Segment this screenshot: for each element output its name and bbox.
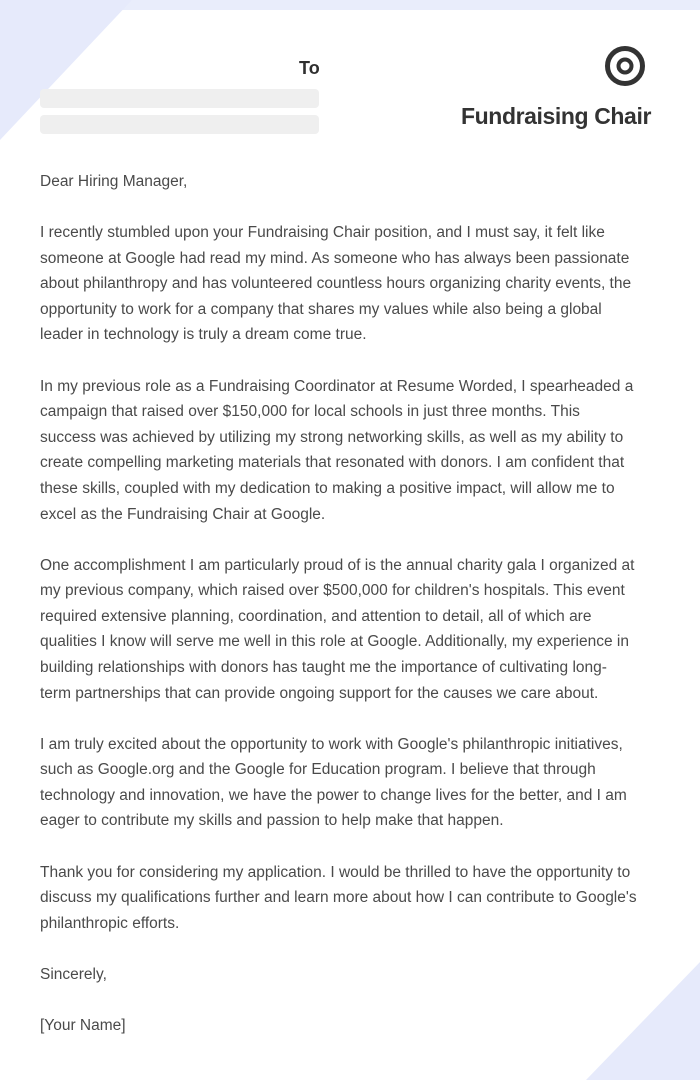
letter-paragraph: In my previous role as a Fundraising Coordinator at Resume Worded, I spearheaded a campaign that raised over $150,000 for local schools in just three months. This success was achieved by utilizing my strong networking skills, as well as my ability to create compelling marketing materials that resonated with donors. I am confident that these skills, coupled with my dedication to making a positive impact, will allow me to excel as the Fundraising Chair at Google. xyxy=(40,377,634,523)
recipient-placeholder-line xyxy=(40,115,319,134)
letter-paragraph: Thank you for considering my application. I would be thrilled to have the opportunity to discuss my qualifications further and learn more about how I can contribute to Google's philanthropic efforts. xyxy=(40,863,637,932)
role-title: Fundraising Chair xyxy=(461,103,651,129)
letter-paragraph: One accomplishment I am particularly proud of is the annual charity gala I organized at my previous company, which raised over $500,000 for children's hospitals. This event required extensive planning, coordination, and attention to detail, all of which are qualities I know will serve me well in this role at Google. Additionally, my experience in building relationships with donors has taught me the importance of cultivating long- term partnerships that can provide ongoing support for the causes we care about. xyxy=(40,556,635,702)
target-icon xyxy=(604,45,646,87)
recipient-placeholder-line xyxy=(40,89,319,108)
letter-paragraph: I recently stumbled upon your Fundraising Chair position, and I must say, it felt like someone at Google had read my mind. As someone who has always been passionate about philanthropy and has volunteered countless hours organizing charity events, the opportunity to work for a company that shares my values while also being a global leader in technology is truly a dream come true. xyxy=(40,224,632,344)
salutation: Dear Hiring Manager, xyxy=(40,173,188,190)
recipient-label: To xyxy=(299,58,320,78)
closing: Sincerely, xyxy=(40,965,107,983)
cover-letter-body xyxy=(40,169,662,1064)
letter-paragraph: I am truly excited about the opportunity to work with Google's philanthropic initiatives, such as Google.org and the Google for Education program. I believe that through technology and innovation, we have the power to change lives for the better, and I am eager to contribute my skills and passion to help make that happen. xyxy=(40,735,627,830)
signature: [Your Name] xyxy=(40,1016,126,1034)
